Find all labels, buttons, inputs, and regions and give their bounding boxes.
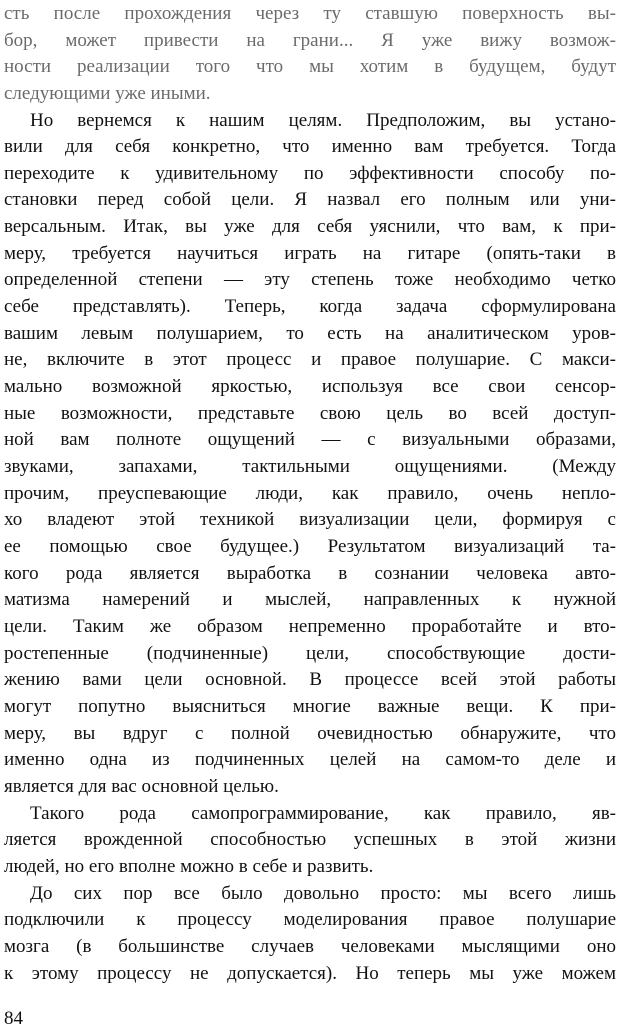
text-line: Такого рода самопрограммирование, как правило, яв- [30, 803, 616, 824]
text-line: переходите к удивительному по эффективности способу по- [4, 163, 616, 184]
text-line: ростепенные (подчиненные) цели, способствующие дости- [4, 643, 616, 664]
text-line: следующими уже иными. [4, 83, 211, 104]
text-line: вили для себя конкретно, что именно вам требуется. Тогда [4, 136, 616, 157]
text-line: не, включите в этот процесс и правое полушарие. С макси- [4, 349, 616, 370]
text-line: ляется врожденной способностью успешных в этой жизни [4, 829, 616, 850]
text-line: вашим левым полушарием, то есть на аналитическом уров- [4, 323, 616, 344]
text-line: себе представлять). Теперь, когда задача сформулирована [4, 296, 616, 317]
text-line: цели. Таким же образом непременно проработайте и вто- [4, 616, 616, 637]
text-line: сть после прохождения через ту ставшую поверхность вы- [4, 3, 616, 24]
text-line: является для вас основной целью. [4, 776, 279, 797]
text-line: могут попутно выясниться многие важные вещи. К при- [4, 696, 616, 717]
text-line: мозга (в большинстве случаев человеками мыслящими оно [4, 936, 616, 957]
text-line: жению вами цели основной. В процессе всей этой работы [4, 669, 616, 690]
text-line: к этому процессу не допускается). Но теперь мы уже можем [4, 963, 616, 984]
text-line: определенной степени — эту степень тоже необходимо четко [4, 269, 616, 290]
text-line: ности реализации того что мы хотим в будущем, будут [4, 56, 616, 77]
text-line: ной вам полноте ощущений — с визуальными образами, [4, 429, 616, 450]
text-line: Но вернемся к нашим целям. Предположим, вы устано- [30, 110, 616, 131]
text-line: ные возможности, представьте свою цель во всей доступ- [4, 403, 616, 424]
text-line: матизма намерений и мыслей, направленных к нужной [4, 589, 616, 610]
page-number: 84 [4, 1008, 23, 1029]
text-line: кого рода является выработка в сознании человека авто- [4, 563, 616, 584]
text-line: меру, требуется научиться играть на гитаре (опять-таки в [4, 243, 616, 264]
text-line: версальным. Итак, вы уже для себя уяснили, что вам, к при- [4, 216, 616, 237]
text-line: звуками, запахами, тактильными ощущениями. (Между [4, 456, 616, 477]
text-line: ее помощью свое будущее.) Результатом визуализаций та- [4, 536, 616, 557]
text-line: именно одна из подчиненных целей на самом-то деле и [4, 749, 616, 770]
text-line: мально возможной яркостью, используя все свои сенсор- [4, 376, 616, 397]
text-line: До сих пор все было довольно просто: мы всего лишь [30, 883, 616, 904]
text-line: хо владеют этой техникой визуализации цели, формируя с [4, 509, 616, 530]
text-line: людей, но его вполне можно в себе и развить. [4, 856, 374, 877]
text-line: меру, вы вдруг с полной очевидностью обнаружите, что [4, 723, 616, 744]
text-line: подключили к процессу моделирования правое полушарие [4, 909, 616, 930]
text-line: прочим, преуспевающие люди, как правило, очень непло- [4, 483, 616, 504]
text-line: бор, может привести на грани... Я уже вижу возмож- [4, 30, 616, 51]
text-line: становки перед собой цели. Я назвал его полным или уни- [4, 189, 616, 210]
